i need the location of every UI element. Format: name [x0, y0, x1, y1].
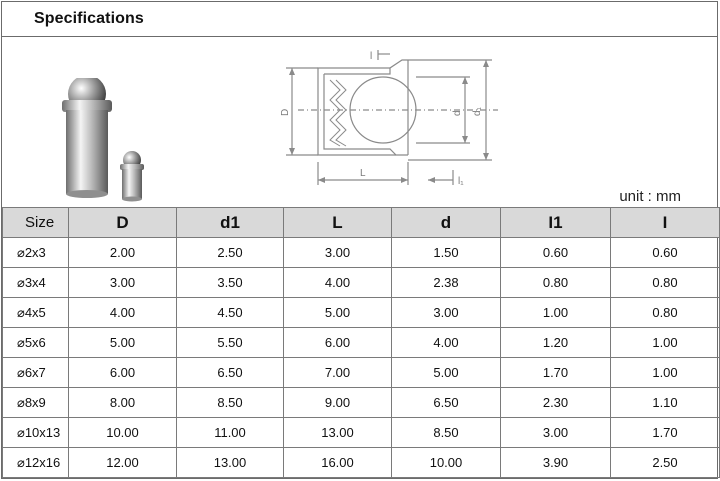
value-cell: 2.50 [177, 238, 284, 268]
value-cell: 3.00 [284, 238, 392, 268]
value-cell: 1.00 [501, 298, 611, 328]
value-cell: 3.00 [69, 268, 177, 298]
size-cell: ⌀3x4 [3, 268, 69, 298]
value-cell: 16.00 [284, 448, 392, 478]
value-cell: 1.00 [611, 328, 720, 358]
value-cell: 5.00 [284, 298, 392, 328]
label-L: L [360, 168, 366, 179]
value-cell: 6.00 [284, 328, 392, 358]
size-cell: ⌀4x5 [3, 298, 69, 328]
value-cell: 8.00 [69, 388, 177, 418]
table-row [3, 268, 720, 298]
label-D: D [280, 108, 291, 116]
cylinder-large [66, 110, 108, 194]
value-cell: 3.50 [177, 268, 284, 298]
table-row [3, 298, 720, 328]
value-cell: 11.00 [177, 418, 284, 448]
value-cell: 0.80 [611, 298, 720, 328]
value-cell: 13.00 [177, 448, 284, 478]
table-row [3, 358, 720, 388]
value-cell: 5.50 [177, 328, 284, 358]
value-cell: 2.30 [501, 388, 611, 418]
table-row [3, 238, 720, 268]
value-cell: 0.60 [501, 238, 611, 268]
value-cell: 1.00 [611, 358, 720, 388]
header-d: d [392, 208, 501, 238]
technical-drawing [278, 50, 508, 200]
table-row [3, 448, 720, 478]
value-cell: 13.00 [284, 418, 392, 448]
title-bar [2, 2, 717, 37]
value-cell: 6.50 [392, 388, 501, 418]
value-cell: 5.00 [392, 358, 501, 388]
value-cell: 4.00 [69, 298, 177, 328]
size-cell: ⌀10x13 [3, 418, 69, 448]
value-cell: 0.80 [501, 268, 611, 298]
header-d1: d1 [177, 208, 284, 238]
header-D: D [69, 208, 177, 238]
value-cell: 6.00 [69, 358, 177, 388]
label-d1: d₁ [472, 107, 483, 116]
product-photo [48, 78, 178, 208]
header-I: I [611, 208, 720, 238]
label-l1: l₁ [458, 176, 464, 187]
value-cell: 3.00 [501, 418, 611, 448]
value-cell: 1.70 [501, 358, 611, 388]
value-cell: 2.38 [392, 268, 501, 298]
table-header-row [3, 208, 720, 238]
label-l: l [370, 51, 373, 62]
header-L: L [284, 208, 392, 238]
value-cell: 8.50 [392, 418, 501, 448]
value-cell: 0.80 [611, 268, 720, 298]
value-cell: 0.60 [611, 238, 720, 268]
spec-sheet [1, 1, 718, 479]
size-cell: ⌀6x7 [3, 358, 69, 388]
size-cell: ⌀5x6 [3, 328, 69, 358]
table-row [3, 388, 720, 418]
spec-table [2, 207, 720, 478]
table-row [3, 328, 720, 358]
value-cell: 8.50 [177, 388, 284, 418]
size-cell: ⌀12x16 [3, 448, 69, 478]
value-cell: 1.20 [501, 328, 611, 358]
value-cell: 4.00 [284, 268, 392, 298]
value-cell: 1.50 [392, 238, 501, 268]
value-cell: 4.00 [392, 328, 501, 358]
value-cell: 2.00 [69, 238, 177, 268]
size-cell: ⌀2x3 [3, 238, 69, 268]
value-cell: 10.00 [69, 418, 177, 448]
header-size: Size [3, 208, 69, 238]
value-cell: 5.00 [69, 328, 177, 358]
value-cell: 10.00 [392, 448, 501, 478]
value-cell: 9.00 [284, 388, 392, 418]
table-row [3, 418, 720, 448]
value-cell: 3.90 [501, 448, 611, 478]
value-cell: 6.50 [177, 358, 284, 388]
value-cell: 1.10 [611, 388, 720, 418]
value-cell: 2.50 [611, 448, 720, 478]
value-cell: 3.00 [392, 298, 501, 328]
figure-area [2, 38, 717, 208]
header-I1: I1 [501, 208, 611, 238]
page-title: Specifications [34, 10, 144, 27]
value-cell: 1.70 [611, 418, 720, 448]
value-cell: 7.00 [284, 358, 392, 388]
table-body [3, 238, 720, 478]
label-d: d [452, 110, 463, 116]
value-cell: 4.50 [177, 298, 284, 328]
value-cell: 12.00 [69, 448, 177, 478]
cylinder-small [122, 169, 142, 199]
unit-label: unit : mm [619, 188, 681, 205]
size-cell: ⌀8x9 [3, 388, 69, 418]
